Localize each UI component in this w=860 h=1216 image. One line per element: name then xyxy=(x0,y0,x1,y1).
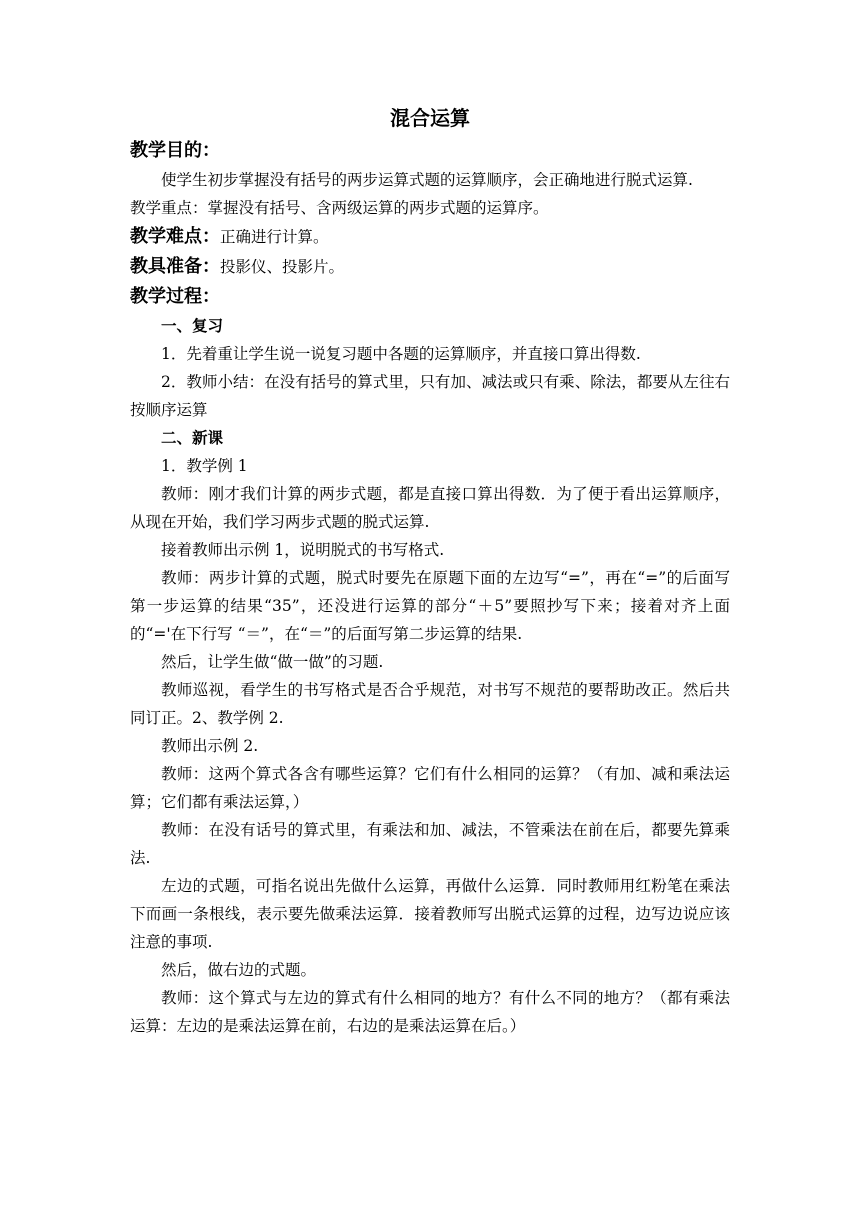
key-point: 教学重点：掌握没有括号、含两级运算的两步式题的运算序。 xyxy=(130,199,549,217)
new-lesson-paragraph: 教师：在没有话号的算式里，有乘法和加、减法，不管乘法在前在后，都要先算乘法. xyxy=(130,821,730,867)
new-lesson-paragraph: 接着教师出示例 1，说明脱式的书写格式. xyxy=(161,541,445,559)
process-heading: 教学过程： xyxy=(130,286,220,307)
new-lesson-paragraph: 教师出示例 2. xyxy=(161,737,259,755)
document-title: 混合运算 xyxy=(390,106,470,130)
materials-text: 投影仪、投影片。 xyxy=(220,258,345,276)
new-lesson-paragraph: 教师：这两个算式各含有哪些运算？它们有什么相同的运算？（有加、减和乘法运算；它们都有乘法运算，） xyxy=(130,765,730,811)
new-lesson-heading: 二、新课 xyxy=(161,429,224,447)
objective-text: 使学生初步掌握没有括号的两步运算式题的运算顺序，会正确地进行脱式运算. xyxy=(161,171,693,189)
difficulty-line xyxy=(130,222,730,252)
new-lesson-paragraph: 教师巡视，看学生的书写格式是否合乎规范，对书写不规范的要帮助改正。然后共同订正。2、教学例 2. xyxy=(130,681,730,727)
review-item-2: 2．教师小结：在没有括号的算式里，只有加、减法或只有乘、除法，都要从左往右按顺序运算 xyxy=(130,373,730,419)
difficulty-text: 正确进行计算。 xyxy=(220,228,329,246)
review-heading: 一、复习 xyxy=(161,317,224,335)
materials-line xyxy=(130,252,730,282)
new-lesson-paragraph: 然后，做右边的式题。 xyxy=(161,961,317,979)
new-lesson-paragraph: 左边的式题，可指名说出先做什么运算，再做什么运算．同时教师用红粉笔在乘法下而画一条根线，表示要先做乘法运算．接着教师写出脱式运算的过程，边写边说应该注意的事项. xyxy=(130,877,730,951)
new-lesson-paragraph: 然后，让学生做“做一做”的习题. xyxy=(161,653,384,671)
materials-label: 教具准备： xyxy=(130,256,220,277)
new-lesson-paragraph: 教师：两步计算的式题，脱式时要先在原题下面的左边写“=”，再在“=”的后面写第一步运算的结果“35”，还没进行运算的部分“＋5”要照抄写下来；接着对齐上面的“='在下行写 “＝”，在“＝”的后面写第二步运算的结果. xyxy=(130,569,730,643)
review-item-1: 1．先着重让学生说一说复习题中各题的运算顺序，并直接口算出得数. xyxy=(161,345,641,363)
difficulty-label: 教学难点： xyxy=(130,226,220,247)
new-lesson-paragraph: 1．教学例 1 xyxy=(161,457,248,475)
new-lesson-paragraph: 教师：这个算式与左边的算式有什么相同的地方？有什么不同的地方？（都有乘法运算：左边的是乘法运算在前，右边的是乘法运算在后。） xyxy=(130,989,730,1035)
objective-heading: 教学目的： xyxy=(130,140,220,161)
document-page xyxy=(130,100,730,1040)
new-lesson-paragraph: 教师：刚才我们计算的两步式题，都是直接口算出得数．为了便于看出运算顺序，从现在开始，我们学习两步式题的脱式运算. xyxy=(130,485,730,531)
